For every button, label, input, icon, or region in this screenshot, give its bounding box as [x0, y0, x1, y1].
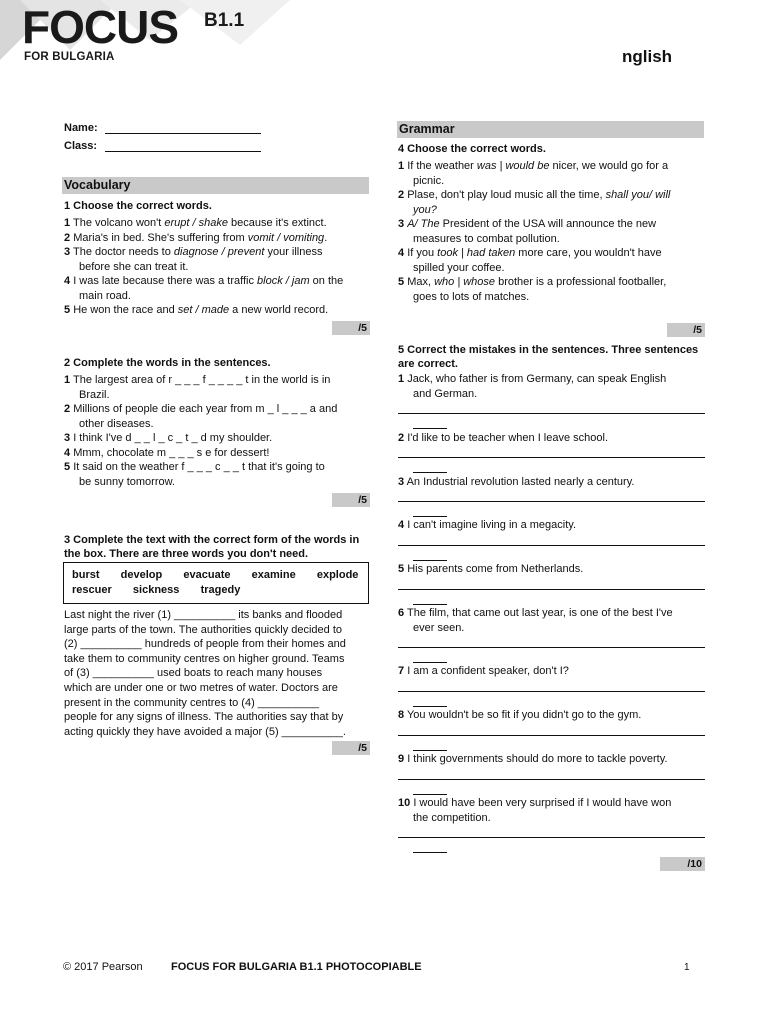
page-number: 1: [684, 962, 690, 973]
answer-line[interactable]: [398, 691, 705, 692]
q3-heading: 3 Complete the text with the correct form of the words in the box. There are three words you don't need.: [64, 534, 360, 560]
answer-line[interactable]: [398, 735, 705, 736]
q3-text-line: take them to community centres on higher ground. Teams: [64, 652, 345, 665]
q4-list: [398, 159, 703, 304]
q1-heading: 1 Choose the correct words.: [64, 200, 212, 212]
answer-line-short[interactable]: [413, 750, 447, 751]
answer-line-short[interactable]: [413, 662, 447, 663]
q2-item: 5 It said on the weather f _ _ _ c _ _ t that it's going to be sunny tomorrow.: [64, 461, 325, 488]
q5-item: 7 I am a confident speaker, don't I?: [398, 665, 569, 677]
q1-item: 5 He won the race and set / made a new world record.: [64, 304, 329, 316]
q5-item: 2 I'd like to be teacher when I leave school.: [398, 432, 609, 444]
q4-item: 2 Plase, don't play loud music all the time, shall you/ will you?: [398, 189, 671, 216]
word-box: [63, 562, 369, 604]
q3-text-line: people for any signs of illness. The authorities say that by: [64, 711, 344, 724]
q4-score: /5: [667, 323, 705, 337]
q5-item: 8 You wouldn't be so fit if you didn't go to the gym.: [398, 709, 642, 721]
q4-item: 5 Max, who | whose brother is a professional footballer, goes to lots of matches.: [398, 276, 667, 303]
answer-line[interactable]: [398, 589, 705, 590]
q2-item: 1 The largest area of r _ _ _ f _ _ _ _ t in the world is in Brazil.: [64, 374, 331, 401]
answer-line[interactable]: [398, 457, 705, 458]
class-field[interactable]: [105, 141, 261, 152]
q3-text-line: large parts of the town. The authorities quickly decided to: [64, 623, 343, 636]
q5-heading: 5 Correct the mistakes in the sentences. Three sentences are correct.: [398, 344, 699, 370]
answer-line[interactable]: [398, 837, 705, 838]
q5-item: 5 His parents come from Netherlands.: [398, 563, 584, 575]
vocabulary-section-title: Vocabulary: [62, 177, 369, 194]
q5-item: 1 Jack, who father is from Germany, can speak English and German.: [398, 373, 667, 400]
word-box-line: burst develop evacuate examine explode: [72, 569, 359, 581]
q1-list: [64, 216, 369, 318]
q4-item: 1 If the weather was | would be nicer, we would go for a picnic.: [398, 160, 669, 187]
answer-line-short[interactable]: [413, 428, 447, 429]
answer-line-short[interactable]: [413, 794, 447, 795]
q5-item: 4 I can't imagine living in a megacity.: [398, 519, 576, 531]
answer-line[interactable]: [398, 501, 705, 502]
class-label: Class:: [64, 140, 98, 152]
q2-item: 3 I think I've d _ _ l _ c _ t _ d my shoulder.: [64, 432, 273, 444]
q2-item: 4 Mmm, chocolate m _ _ _ s e for dessert!: [64, 446, 270, 459]
answer-line-short[interactable]: [413, 560, 447, 561]
q1-item: 4 I was late because there was a traffic block / jam on the main road.: [64, 275, 344, 302]
logo: FOCUS: [22, 1, 178, 53]
header-right-text: nglish: [622, 47, 673, 66]
answer-line[interactable]: [398, 413, 705, 414]
q3-text: [64, 608, 370, 739]
answer-line[interactable]: [398, 779, 705, 780]
q1-item: 3 The doctor needs to diagnose / prevent your illness before she can treat it.: [64, 246, 323, 273]
q1-item: 2 Maria's in bed. She's suffering from vomit / vomiting.: [64, 231, 328, 244]
answer-line[interactable]: [398, 647, 705, 648]
answer-line-short[interactable]: [413, 516, 447, 517]
answer-line-short[interactable]: [413, 706, 447, 707]
word-box-line: rescuer sickness tragedy: [72, 584, 241, 596]
logo-subtitle: FOR BULGARIA: [24, 51, 115, 63]
q2-score: /5: [332, 493, 370, 507]
q5-item: 6 The film, that came out last year, is one of the best I've ever seen.: [398, 607, 673, 634]
q5-item: 9 I think governments should do more to tackle poverty.: [398, 753, 668, 765]
q4-item: 4 If you took | had taken more care, you wouldn't have spilled your coffee.: [398, 247, 662, 274]
q3-text-line: (2) __________ hundreds of people from their homes and: [64, 638, 346, 651]
q5-score: /10: [660, 857, 705, 871]
q3-text-line: which are under one or two metres of water. Doctors are: [64, 681, 338, 694]
q1-item: 1 The volcano won't erupt / shake because it's extinct.: [64, 217, 327, 229]
answer-line-short[interactable]: [413, 472, 447, 473]
name-label: Name:: [64, 122, 98, 134]
footer-copyright: © 2017 Pearson: [63, 961, 143, 973]
q1-score: /5: [332, 321, 370, 335]
answer-line-short[interactable]: [413, 604, 447, 605]
q2-item: 2 Millions of people die each year from m _ l _ _ _ a and other diseases.: [64, 403, 338, 430]
q3-text-line: of (3) __________ used boats to reach many houses: [64, 667, 323, 680]
q4-item: 3 A/ The President of the USA will announce the new measures to combat pollution.: [398, 218, 657, 245]
answer-line-short[interactable]: [413, 852, 447, 853]
logo-level: B1.1: [204, 10, 245, 31]
footer-title: FOCUS FOR BULGARIA B1.1 PHOTOCOPIABLE: [171, 961, 422, 973]
name-field[interactable]: [105, 123, 261, 134]
q2-heading: 2 Complete the words in the sentences.: [64, 357, 271, 369]
q5-item: 10 I would have been very surprised if I would have won the competition.: [398, 797, 672, 824]
q3-text-line: acting quickly they have avoided a major (5) __________.: [64, 725, 346, 738]
q2-list: [64, 373, 369, 489]
q4-heading: 4 Choose the correct words.: [398, 143, 546, 155]
grammar-section-title: Grammar: [397, 121, 704, 138]
q3-text-line: Last night the river (1) __________ its banks and flooded: [64, 609, 343, 621]
q5-item: 3 An Industrial revolution lasted nearly a century.: [398, 476, 635, 488]
answer-line[interactable]: [398, 545, 705, 546]
q3-text-line: present in the community centres to (4) __________: [64, 696, 319, 709]
q3-score: /5: [332, 741, 370, 755]
